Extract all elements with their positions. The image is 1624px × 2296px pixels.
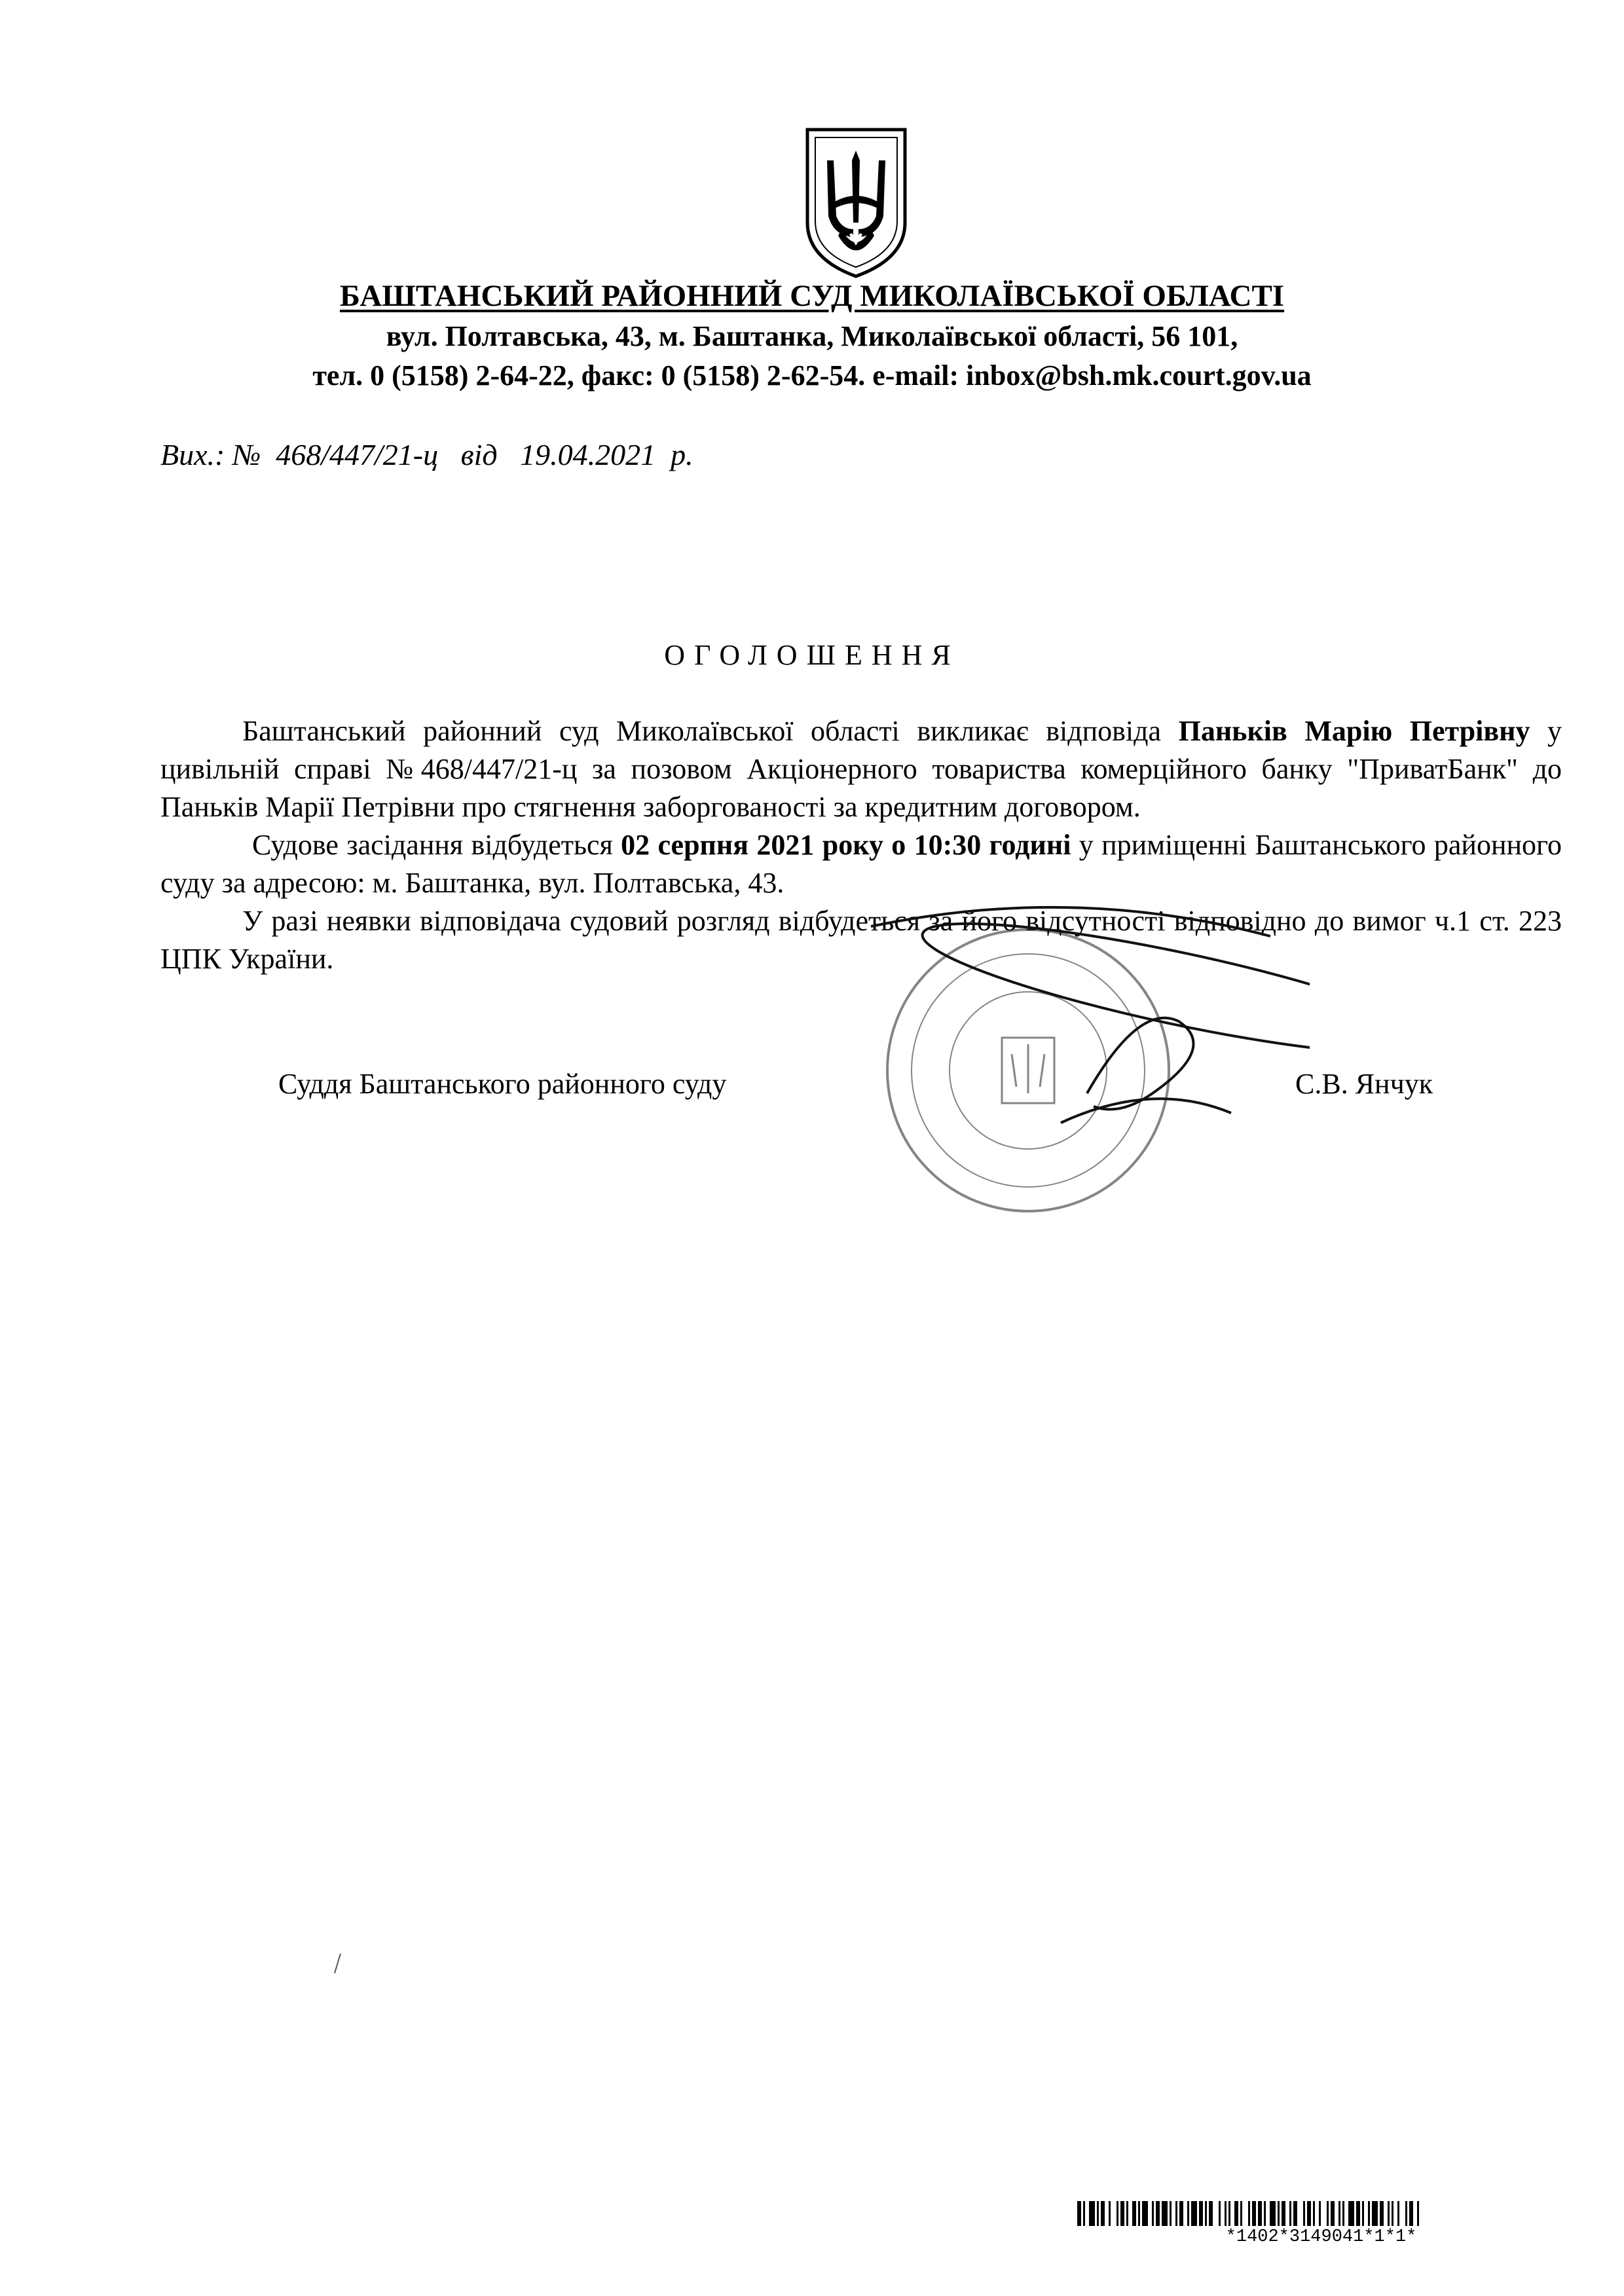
notice-paragraph-summons — [160, 712, 1562, 826]
judge-name: С.В. Янчук — [1295, 1068, 1433, 1100]
barcode-bar — [1138, 2201, 1140, 2226]
barcode-bar — [1397, 2201, 1399, 2226]
barcode-bar — [1289, 2201, 1291, 2226]
paragraph-text: у цивільній справі №468/447/21-ц за позовом Акціонерного товариства комерційного банку "ПриватБанк" до Паньків Марії Петрівни про стягнення заборгованості за кредитним договором. — [160, 715, 1562, 823]
barcode-bar — [1234, 2201, 1238, 2226]
barcode-bar — [1175, 2201, 1177, 2226]
paragraph-text: Судове засідання відбудеться — [252, 829, 621, 861]
barcode-bar — [1083, 2201, 1085, 2226]
barcode — [1077, 2201, 1565, 2226]
court-address: вул. Полтавська, 43, м. Баштанка, Миколаївської області, 56 101, — [386, 320, 1238, 352]
barcode-bar — [1205, 2201, 1207, 2226]
barcode-bar — [1278, 2201, 1280, 2226]
barcode-bar — [1156, 2201, 1160, 2226]
barcode-bar — [1179, 2201, 1183, 2226]
barcode-bar — [1170, 2201, 1172, 2226]
barcode-bar — [1282, 2201, 1285, 2226]
barcode-bar — [1228, 2201, 1230, 2226]
hearing-datetime: 02 серпня 2021 року о 10:30 годині — [621, 829, 1071, 861]
barcode-bar — [1362, 2201, 1364, 2226]
barcode-bar — [1252, 2201, 1256, 2226]
barcode-bar — [1380, 2201, 1384, 2226]
barcode-bar — [1313, 2201, 1315, 2226]
defendant-name: Паньків Марію Петрівну — [1178, 715, 1530, 747]
stray-mark — [331, 1951, 344, 1977]
barcode-bar — [1417, 2201, 1419, 2226]
outgoing-number: 468/447/21-ц — [276, 438, 439, 471]
outgoing-date: 19.04.2021 — [520, 438, 656, 471]
barcode-bar — [1348, 2201, 1354, 2226]
barcode-bar — [1356, 2201, 1360, 2226]
outgoing-date-label: від — [460, 438, 498, 471]
outgoing-label: Вих.: № — [160, 438, 261, 471]
barcode-bar — [1187, 2201, 1189, 2226]
barcode-bar — [1258, 2201, 1262, 2226]
barcode-bar — [1372, 2201, 1378, 2226]
barcode-bar — [1388, 2201, 1390, 2226]
barcode-bar — [1342, 2201, 1344, 2226]
barcode-bar — [1116, 2201, 1118, 2226]
paragraph-text: у приміщенні Баштанського районного суду за адресою: м. Баштанка, вул. Полтавська, 43. — [160, 829, 1562, 899]
court-name: БАШТАНСЬКИЙ РАЙОННИЙ СУД МИКОЛАЇВСЬКОЇ ОБЛАСТІ — [339, 279, 1285, 313]
barcode-bar — [1109, 2201, 1111, 2226]
barcode-bar — [1162, 2201, 1168, 2226]
barcode-bar — [1219, 2201, 1221, 2226]
barcode-bar — [1368, 2201, 1370, 2226]
barcode-bar — [1293, 2201, 1297, 2226]
barcode-bar — [1209, 2201, 1213, 2226]
barcode-bar — [1319, 2201, 1321, 2226]
barcode-bar — [1132, 2201, 1136, 2226]
notice-paragraph-hearing — [160, 826, 1562, 902]
court-seal-stamp — [812, 897, 1310, 1237]
barcode-bar — [1120, 2201, 1124, 2226]
barcode-bar — [1097, 2201, 1099, 2226]
paragraph-text: Баштанський районний суд Миколаївської області викликає відповіда — [242, 715, 1179, 747]
barcode-bar — [1327, 2201, 1329, 2226]
barcode-bar — [1248, 2201, 1250, 2226]
barcode-bar — [1264, 2201, 1266, 2226]
barcode-bar — [1405, 2201, 1407, 2226]
barcode-bar — [1089, 2201, 1095, 2226]
barcode-bar — [1142, 2201, 1148, 2226]
barcode-bar — [1331, 2201, 1335, 2226]
barcode-bar — [1126, 2201, 1128, 2226]
notice-paragraph-absence: У разі неявки відповідача судовий розгляд відбудеться за його відсутності відповідно до вимог ч.1 ст. 223 ЦПК України. — [160, 905, 1562, 975]
barcode-bar — [1307, 2201, 1311, 2226]
court-contacts: тел. 0 (5158) 2-64-22, факс: 0 (5158) 2-62-54. e-mail: inbox@bsh.mk.court.gov.ua — [312, 359, 1312, 392]
judge-position: Суддя Баштанського районного суду — [278, 1068, 727, 1100]
outgoing-date-suffix: р. — [671, 438, 693, 471]
barcode-bar — [1392, 2201, 1393, 2226]
barcode-bar — [1191, 2201, 1197, 2226]
barcode-bar — [1303, 2201, 1305, 2226]
barcode-bar — [1152, 2201, 1154, 2226]
barcode-bar — [1338, 2201, 1340, 2226]
coat-of-arms-emblem — [802, 124, 910, 282]
barcode-bar — [1409, 2201, 1413, 2226]
barcode-bar — [1101, 2201, 1105, 2226]
barcode-bar — [1240, 2201, 1242, 2226]
barcode-bar — [1225, 2201, 1227, 2226]
document-title: ОГОЛОШЕННЯ — [664, 639, 960, 671]
barcode-bar — [1199, 2201, 1203, 2226]
barcode-text: *1402*3149041*1*1* — [1225, 2227, 1417, 2247]
barcode-bar — [1077, 2201, 1081, 2226]
barcode-bar — [1270, 2201, 1276, 2226]
outgoing-reference — [160, 437, 693, 472]
